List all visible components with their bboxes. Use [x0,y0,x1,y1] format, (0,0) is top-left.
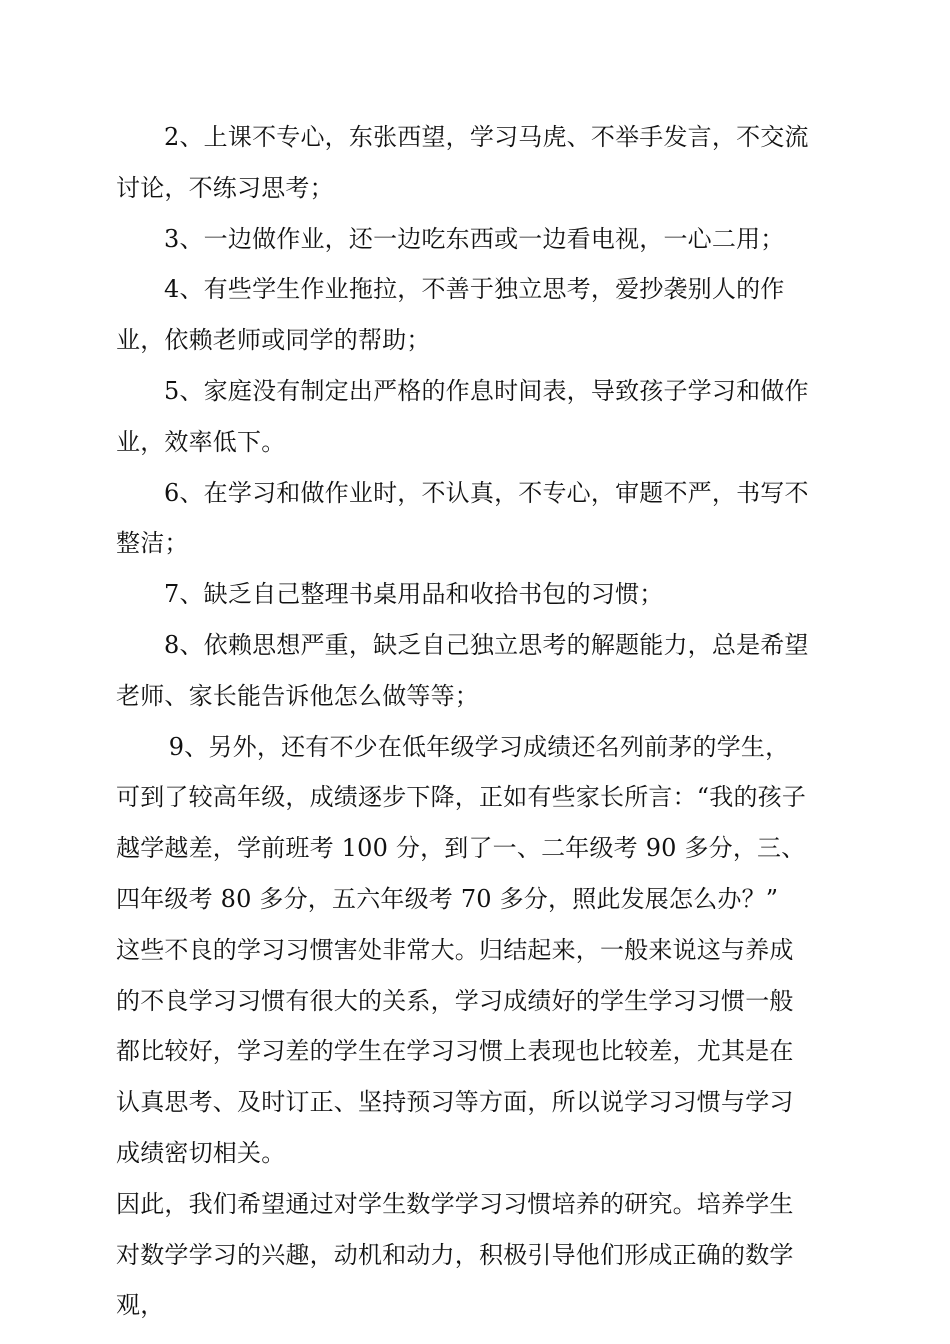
paragraph-item-9: 9、另外，还有不少在低年级学习成绩还名列前茅的学生，可到了较高年级，成绩逐步下降，正如有些家长所言：“我的孩子越学越差，学前班考 100 分，到了一、二年级考 90 多分，三、四年级考 80 多分，五六年级考 70 多分，照此发展怎么办？” 这些不良的学习习惯害处非常大。归结起来，一般来说这与养成的不良学习习惯有很大的关系，学习成绩好的学生学习习惯一般都比较好，学习差的学生在学习习惯上表现也比较差，尤其是在认真思考、及时订正、坚持预习等方面，所以说学习习惯与学习成绩密切相关。 [116,732,807,1167]
paragraph-item-6: 6、在学习和做作业时，不认真，不专心，审题不严，书写不整洁； [116,478,809,558]
paragraph-item-5: 5、家庭没有制定出严格的作息时间表，导致孩子学习和做作业，效率低下。 [116,376,809,456]
paragraph-item-8: 8、依赖思想严重，缺乏自己独立思考的解题能力，总是希望老师、家长能告诉他怎么做等等； [116,630,809,710]
paragraph-item-4: 4、有些学生作业拖拉，不善于独立思考，爱抄袭别人的作业，依赖老师或同学的帮助； [116,275,785,355]
paragraph-item-7: 7、缺乏自己整理书桌用品和收拾书包的习惯； [164,580,664,609]
paragraph-conclusion: 因此，我们希望通过对学生数学学习习惯培养的研究。培养学生对数学学习的兴趣，动机和动力，积极引导他们形成正确的数学观， [116,1189,794,1320]
paragraph-item-2: 2、上课不专心，东张西望，学习马虎、不举手发言，不交流讨论，不练习思考； [116,123,809,202]
document-body [116,112,810,1331]
paragraph-item-3: 3、一边做作业，还一边吃东西或一边看电视，一心二用； [164,224,785,253]
